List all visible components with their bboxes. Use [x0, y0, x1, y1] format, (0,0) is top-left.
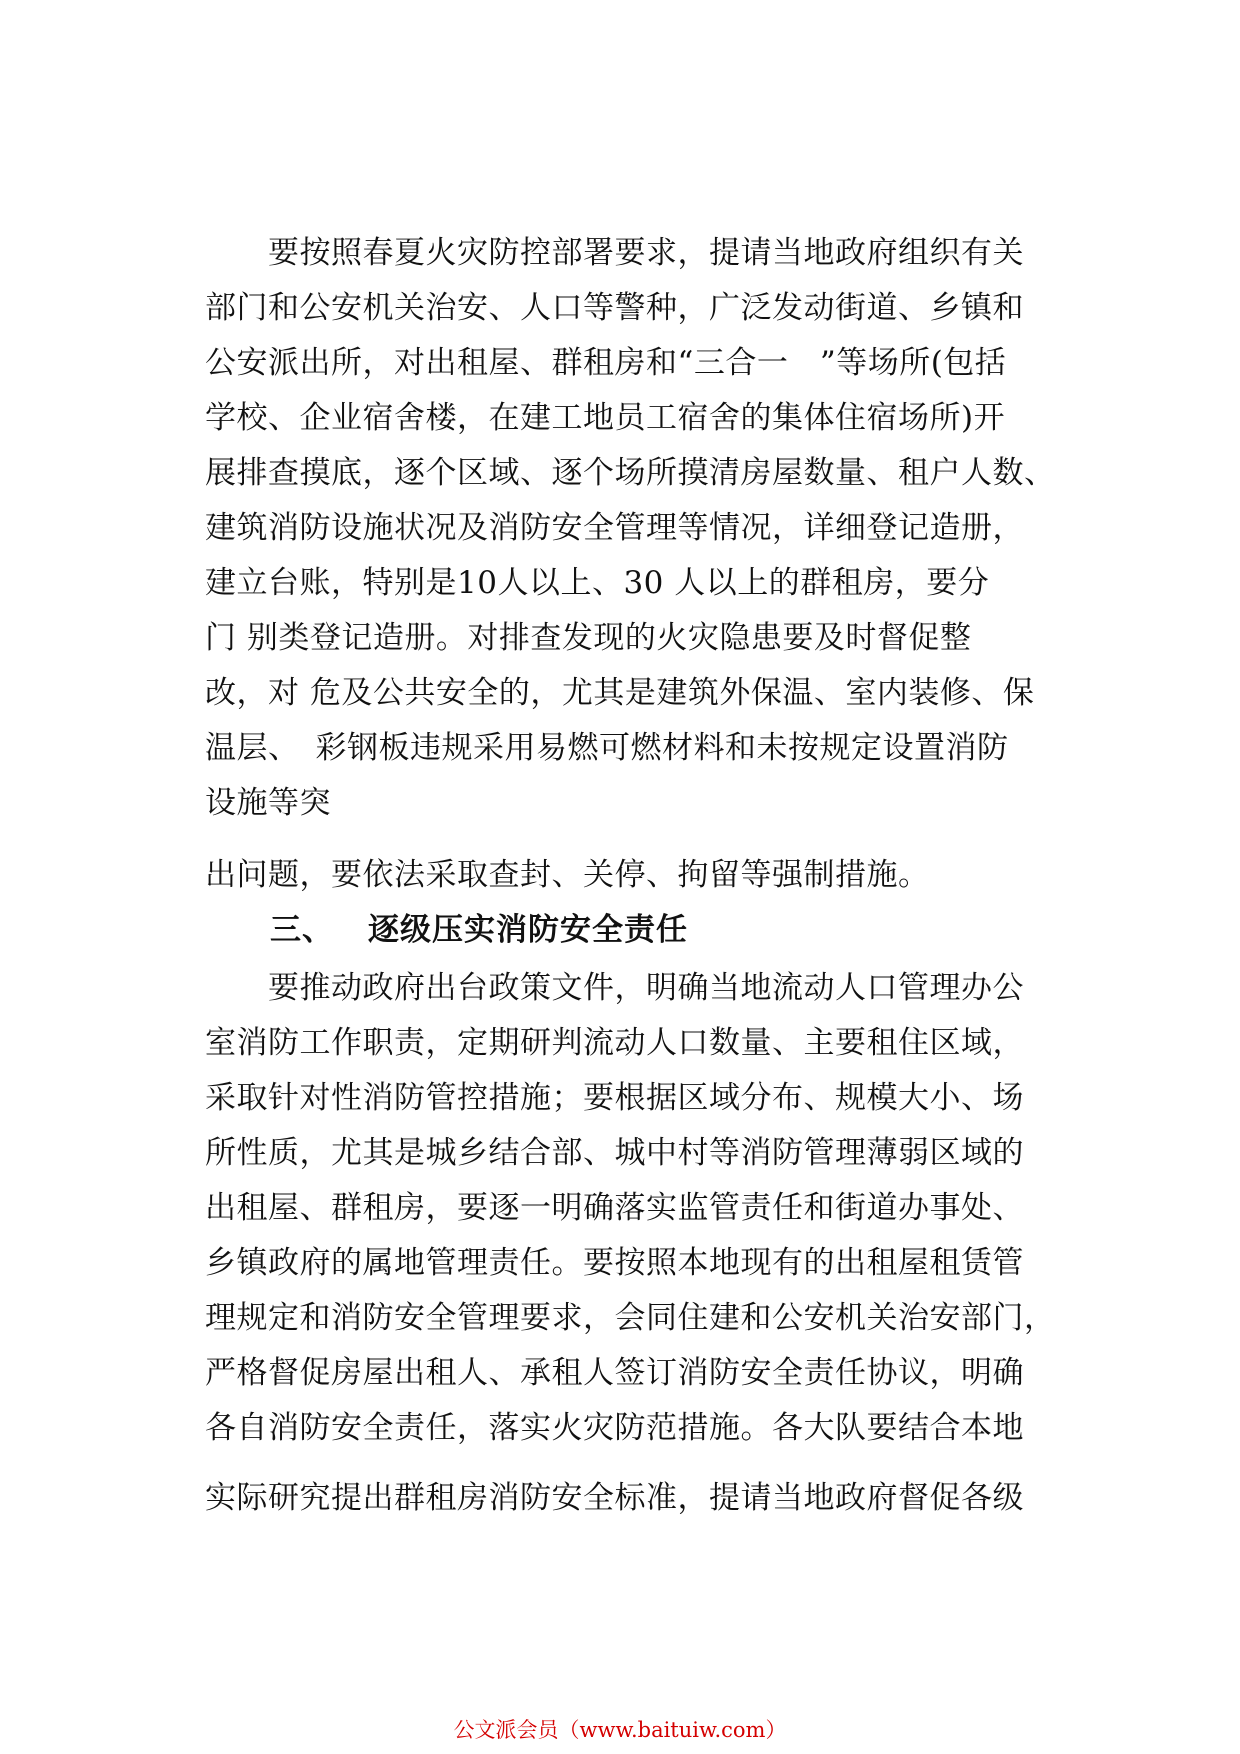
paragraph1-line-3: 公安派出所，对出租屋、群租房和“三合一 ”等场所(包括 — [205, 345, 1007, 381]
paragraph2-line-8: 严格督促房屋出租人、承租人签订消防安全责任协议，明确 — [205, 1355, 1024, 1391]
paragraph1-line-4: 学校、企业宿舍楼，在建工地员工宿舍的集体住宿场所)开 — [205, 400, 1006, 436]
paragraph2-line-3: 采取针对性消防管控措施；要根据区域分布、规模大小、场 — [205, 1080, 1024, 1116]
section-title: 逐级压实消防安全责任 — [368, 912, 688, 948]
paragraph2-line-9: 各自消防安全责任，落实火灾防范措施。各大队要结合本地 — [205, 1410, 1024, 1446]
section-heading — [270, 910, 688, 950]
paragraph1-line-2: 部门和公安机关治安、人口等警种，广泛发动街道、乡镇和 — [205, 290, 1024, 326]
paragraph1-line-10: 温层、 彩钢板违规采用易燃可燃材料和未按规定设置消防 — [205, 730, 1009, 766]
paragraph2-line-7: 理规定和消防安全管理要求，会同住建和公安机关治安部门， — [205, 1300, 1056, 1336]
paragraph1-line-8: 门 别类登记造册。对排查发现的火灾隐患要及时督促整 — [205, 620, 972, 656]
paragraph1-line-5: 展排查摸底，逐个区域、逐个场所摸清房屋数量、租户人数、 — [205, 455, 1056, 491]
paragraph1-line-1: 要按照春夏火灾防控部署要求，提请当地政府组织有关 — [205, 235, 1024, 271]
paragraph1-line-11: 设施等突 — [205, 785, 331, 821]
paragraph1-line-12: 出问题，要依法采取查封、关停、拘留等强制措施。 — [205, 857, 930, 893]
paragraph2-line-2: 室消防工作职责，定期研判流动人口数量、主要租住区域， — [205, 1025, 1024, 1061]
paragraph2-line-6: 乡镇政府的属地管理责任。要按照本地现有的出租屋租赁管 — [205, 1245, 1024, 1281]
paragraph1-line-6: 建筑消防设施状况及消防安全管理等情况，详细登记造册， — [205, 510, 1024, 546]
paragraph2-line-4: 所性质，尤其是城乡结合部、城中村等消防管理薄弱区域的 — [205, 1135, 1024, 1171]
paragraph1-line-7: 建立台账，特别是10人以上、30 人以上的群租房，要分 — [205, 565, 990, 601]
paragraph2-line-1: 要推动政府出台政策文件，明确当地流动人口管理办公 — [205, 970, 1024, 1006]
section-number: 三、 — [270, 912, 334, 948]
paragraph1-line-9: 改，对 危及公共安全的，尤其是建筑外保温、室内装修、保 — [205, 675, 1035, 711]
paragraph2-line-5: 出租屋、群租房，要逐一明确落实监管责任和街道办事处、 — [205, 1190, 1024, 1226]
paragraph2-line-10: 实际研究提出群租房消防安全标准，提请当地政府督促各级 — [205, 1480, 1024, 1516]
footer-watermark[interactable]: 公文派会员（www.baituiw.com） — [453, 1718, 787, 1742]
